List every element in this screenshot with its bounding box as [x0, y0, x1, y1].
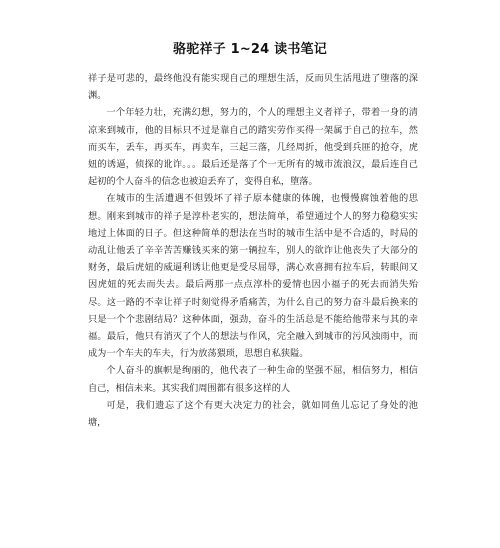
document-title: 骆驼祥子 1~24 读书笔记: [173, 42, 327, 57]
paragraph-1: 祥子是可悲的，最终他没有能实现自己的理想生活，反而贝生活甩进了堕落的深渊。: [88, 73, 418, 102]
paragraph-3: 在城市的生活遭遇不但毁坏了祥子原本健康的体魄，也慢慢腐蚀着他的思想。刚来到城市的祥子是淳朴老实的，想法简单，希望通过个人的努力稳稳实实地过上体面的日子。但这种简单的想法在当时的城市生活中是不合适的，时局的动乱让他丢了辛辛苦苦赚钱买来的第一辆拉车，别人的欲诈让他丧失了大部分的财务，最后虎妞的威逼利诱让他更是受尽屈辱，满心欢喜拥有拉车后，转眼间又因虎妞的死去而失去。最后两那一点点淳朴的爱情也因小福子的死去而消失殆尽。这一路的不幸让祥子时刻觉得矛盾痛苦，为什么自己的努力奋斗最后换来的只是一个个悲剧结局？这种体面，强劲，奋斗的生活总是不能给他带来与其的幸福。最后，他只有消灭了个人的想法与作风，完全融入到城市的污风浊雨中，而成为一个车夫的车夫，行为放荡猥琐，思想自私狭隘。: [88, 193, 418, 360]
paragraph-2: 一个年轻力壮，充满幻想，努力的，个人的理想主义者祥子，带着一身的清凉来到城市，他的目标只不过是靠自己的踏实劳作买得一架属于自己的拉车，然而买车，丢车，再买车，再卖车，三起三落，几经周折，他受到兵匪的抢夺，虎妞的诱逼，侦探的讹诈。。。最后还是落了个一无所有的城市流浪汉，最后连自己起初的个人奋斗的信念也被迫丢弃了，变得自私，堕落。: [88, 107, 418, 188]
document-body: [88, 70, 418, 431]
paragraph-5: 可是，我们遗忘了这个有更大决定力的社会，就如同鱼儿忘记了身处的池塘，: [88, 399, 418, 429]
paragraph-4: 个人奋斗的旗帜是绚丽的，他代表了一种生命的坚强不屈，相信努力，相信自己，相信未来。其实我们周围都有很多这样的人: [88, 365, 418, 394]
